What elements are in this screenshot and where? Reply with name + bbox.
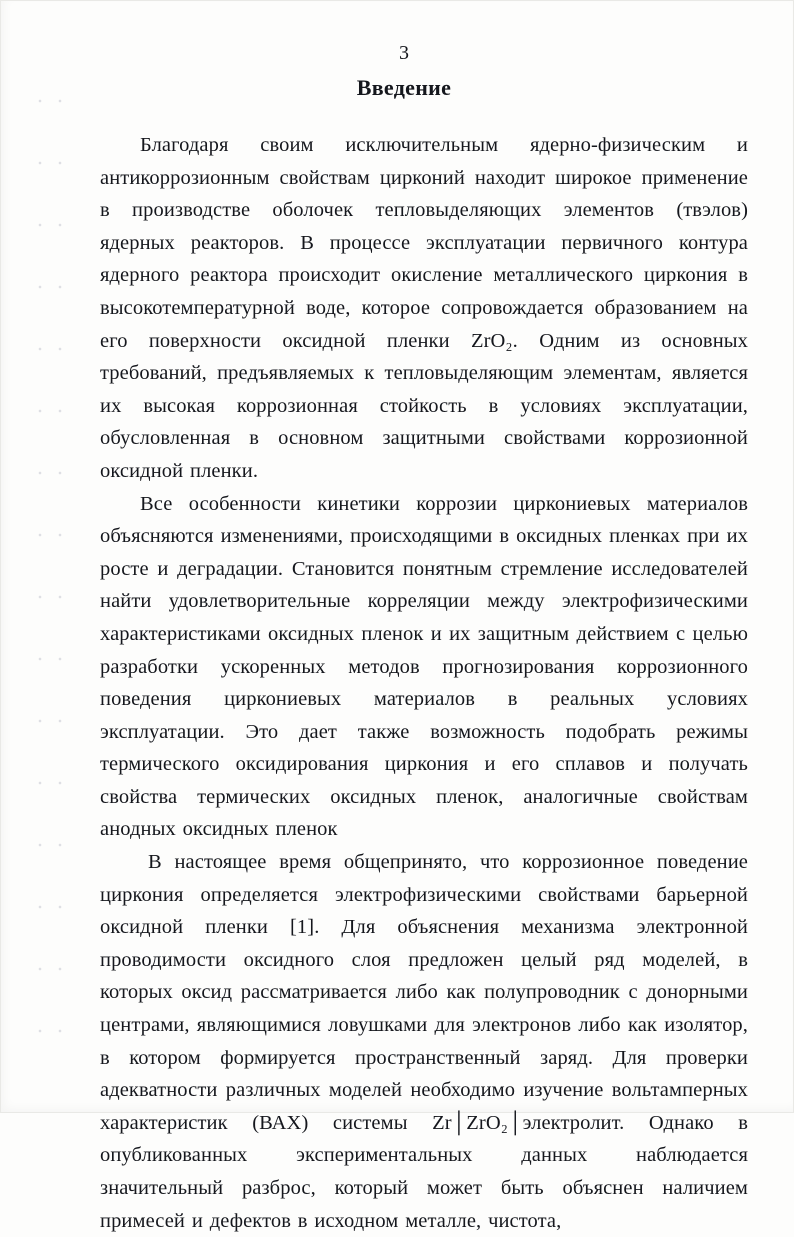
paragraph-1: Благодаря своим исключительным ядерно-физическим и антикоррозионным свойствам цирконий находит широкое применение в производстве оболочек тепловыделяющих элементов (твэлов) ядерных реакторов. В процессе эксплуатации первичного контура ядерного реактора происходит окисление металлического циркония в высокотемпературной воде, которое сопровождается образованием на его поверхности оксидной пленки ZrO₂. Одним из основных требований, предъявляемых к тепловыделяющим элементам, является их высокая коррозионная стойкость в условиях эксплуатации, обусловленная в основном защитными свойствами коррозионной оксидной пленки. bbox=[100, 134, 748, 482]
paragraph-3: В настоящее время общепринято, что коррозионное поведение циркония определяется электрофизическими свойствами барьерной оксидной пленки [1]. Для объяснения механизма электронной проводимости оксидного слоя предложен целый ряд моделей, в которых оксид рассматривается либо как полупроводник с донорными центрами, являющимися ловушками для электронов либо как изолятор, в котором формируется пространственный заряд. Для проверки адекватности различных моделей необходимо изучение вольтамперных характеристик (ВАХ) системы Zr│ZrO₂│электролит. Однако в опубликованных экспериментальных данных наблюдается значительный разброс, который может быть объяснен наличием примесей и дефектов в исходном металле, чистота, bbox=[100, 851, 748, 1232]
paragraph-2: Все особенности кинетики коррозии циркониевых материалов объясняются изменениями, происходящими в оксидных пленках при их росте и деградации. Становится понятным стремление исследователей найти удовлетворительные корреляции между электрофизическими характеристиками оксидных пленок и их защитным действием с целью разработки ускоренных методов прогнозирования коррозионного поведения циркониевых материалов в реальных условиях эксплуатации. Это дает также возможность подобрать режимы термического оксидирования циркония и его сплавов и получать свойства термических оксидных пленок, аналогичные свойствам анодных оксидных пленок bbox=[100, 492, 748, 841]
document-body bbox=[100, 129, 748, 1237]
page-number: 3 bbox=[399, 42, 409, 64]
section-title: Введение bbox=[356, 75, 452, 100]
